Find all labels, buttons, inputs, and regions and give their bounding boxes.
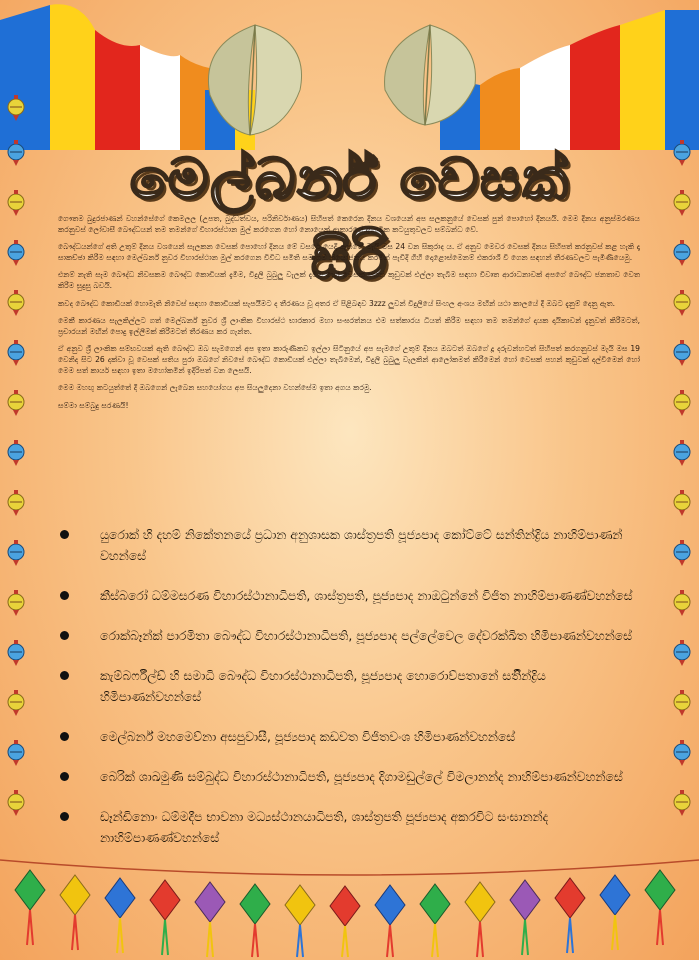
lantern-icon (672, 340, 692, 366)
signatory-list (54, 524, 644, 867)
lantern-icon (672, 640, 692, 666)
lantern-icon (555, 878, 585, 953)
lantern-icon (60, 875, 90, 950)
lantern-icon (672, 390, 692, 416)
lantern-icon (6, 140, 26, 166)
bullet-icon (60, 772, 69, 781)
lantern-icon (6, 790, 26, 816)
lantern-icon (672, 440, 692, 466)
closing-blessing: සම්මා සම්බුදු සරණයි! (58, 400, 129, 410)
lantern-icon (6, 190, 26, 216)
paragraph: මෙකී කාරණය සැලකිල්ලට ගත් මෙල්බර්න් නුවර ශ්‍රී ලාංකික විහාරස්ථ භාරකාර මහා සංඝරත්නය එම සත්කාරය ධියත් කිරීම සඳහා තම තමන්ගේ දායක දායිකාවන් දැනුවත් කිරීමටත්, ප්‍රචාරයන් මඟින් පොදු ඉල්ලීමක් කිරීමටත් තීරණය කර ගැන්ත. (58, 316, 640, 336)
paragraph: ඒ අනුව ශ්‍රී ලාංකික සම්භවයක් ඇති බෞද්ධ ඔබ සැමගෙන් අප ඉතා කාරුණිකව ඉල්ලා සිටිනුයේ අප සැමගේ උතුම් දිනය ඔබටත් ඔබගේ දූ දරුවන්හටත් සිහිපත් කරගනුවස් මැයි මස 19 වෙනිද සිට 26 දක්වා වූ වෙසක් සතිය පුරා ඔබගේ නිවසේ බෞද්ධ කොඩියක් එල්ලා තැබීමෙන්, විදුලි බුබුලු වැලකින් ආලෝකමත් කිරීමෙන් හෝ වෙසක් පහන් කුඩුවක් දල්වීමෙන් හෝ මෙම සත් කාර්ය සඳහා ඉතා මහෝකමින් ඉදිරිපත් වන ලෙසයි. (58, 344, 640, 375)
lantern-icon (15, 870, 45, 945)
list-item (54, 524, 644, 566)
lantern-icon (6, 590, 26, 616)
paragraph: බෞද්ධයන්ගේ අති උතුම් දිනය වශයෙන් සැලකන වෙසක් පොහෝ දිනය මේ වසරේ යෙදී ඇත්තේ මැයි මස 24 වන සිකුරාද ය. ඒ අනුව මෙවර වෙසක් දිනය සිහිපත් කරනුවස් කළ හැකි දෑ සාකච්ඡා කිරීම සඳහා මෙල්බර්න් නුවර විහාරස්ථාන මුල් කරගෙන විවිධ සමිති සමාගම් නියෝජනය කරමින් පැවිදි ගිහි දොළොස්මෙනම් එකරාශී වී ගෙන සඳහන් තීරණවලට පැමිණියෙමු. (58, 242, 640, 262)
lantern-icon (6, 290, 26, 316)
lantern-icon (6, 440, 26, 466)
lantern-icon (672, 290, 692, 316)
lantern-icon (6, 740, 26, 766)
lantern-icon (510, 880, 540, 955)
signatory-text: රොක්බෑන්ක් පාරමිතා බෞද්ධ විහාරස්ථානාධිපති, පූජ්‍යපාද පල්ලේවෙල දේවරක්ඛිත හිමිපාණන්වහන්සේ (100, 628, 632, 643)
signatory-text: බෙරික් ශාඛමුණි සම්බුද්ධ විහාරස්ථානාධිපති, පූජ්‍යපාද දිගාමඩුල්ලේ විමලානන්ද නාහිම්පාණන්වහන්සේ (100, 769, 623, 784)
list-item (54, 766, 644, 787)
paragraph: මෙම මහඟු කටයුත්තේ දී ඔබගෙන් ලැබෙන සහයෝගය අප සියලුදෙනා වහන්සේම ඉතා අගය කරමු. (58, 383, 372, 393)
lantern-icon (600, 875, 630, 950)
lantern-icon (672, 690, 692, 716)
bullet-icon (60, 591, 69, 600)
paragraph: ගෞතම බුදුරජාණන් වහන්සේගේ කෙමලල (උපත, බුද්ධත්වය, පරිනිර්වාණය) සිහිපත් කෙරෙන දිනය වශයෙන් අප සලකනුයේ වෙසක් පුන් පොහෝ දිනයයි. මෙම දිනය අනුස්මරණය කරනුවස් ලෝවාසී බෞද්ධයන් තම තමන්ගේ විහාරස්ථාන මුල් කරගෙන හෝ නොයෙක් ආකාරයේ ආගමික කටයුතුවලට සම්බන්ධ වේ. (58, 214, 640, 234)
lantern-icon (240, 884, 270, 957)
lantern-icon (672, 190, 692, 216)
bullet-icon (60, 732, 69, 741)
paragraph: එනම් නැති සෑම බෞද්ධ නිවසකම බෞද්ධ කොඩියක් දැමීම, විදුලි බුබුලු වැලක් දැමීම හෝ වෙසක් පහන් කුඩුවක් එල්ලා තැබීම සඳහා විවෘත ආරාධනාවක් අපගේ බෞද්ධ ජනතාව වෙත කිරීම සුදුසු බවයි. (58, 270, 640, 290)
list-item (54, 585, 644, 606)
bullet-icon (60, 530, 69, 539)
lantern-icon (6, 240, 26, 266)
signatory-text: යුරොක් හි දහම් නිකේතනයේ ප්‍රධාන අනුශාසක ශාස්ත්‍රපති පූජ්‍යපාද කෝට්ටේ සන්තින්ද්‍රිය නාහිම්පාණන් වහන්සේ (100, 527, 623, 563)
bottom-lantern-garland (0, 850, 699, 960)
bullet-icon (60, 631, 69, 640)
lantern-icon (6, 490, 26, 516)
lantern-icon (6, 640, 26, 666)
lantern-icon (150, 880, 180, 955)
list-item (54, 726, 644, 747)
lantern-icon (285, 885, 315, 957)
lantern-icon (330, 886, 360, 957)
lantern-icon (6, 390, 26, 416)
lantern-icon (645, 870, 675, 945)
list-item (54, 625, 644, 646)
lantern-icon (375, 885, 405, 957)
lantern-icon (195, 882, 225, 957)
signatory-text: මෙල්බර්න් මහමෙව්නා අසපුවාසී, පූජ්‍යපාද කඩවත විජිතවංශ හිමිපාණන්වහන්සේ (100, 729, 516, 744)
lantern-icon (672, 490, 692, 516)
lantern-icon (6, 690, 26, 716)
lantern-icon (6, 340, 26, 366)
lantern-icon (672, 540, 692, 566)
paragraph: කවද බෞද්ධ කොඩියක් හොමැති නිවෙස් සඳහා කොඩියක් සැපයීමට ද තීරණය වූ අතර ඒ පිළිබඳව 3zzz ලුවන් විදුලියේ සිංහල අංශය මඟින් යථා කාලයේ දී ඔබට දැනුම් දෙනු ඇත. (58, 298, 616, 308)
bodhi-leaves-right (370, 20, 490, 130)
page-title: මෙල්බර්න් වෙසක් සිරි (129, 147, 571, 292)
lantern-icon (672, 140, 692, 166)
lantern-icon (672, 790, 692, 816)
lantern-icon (6, 95, 26, 121)
signatory-text: ඩෑන්ඩිනොං ධම්මදීප භාවනා මධ්‍යස්ථානයාධිපති, ශාස්ත්‍රපති පූජ්‍යපාද අකරවිට සංඝානන්ද නාහිම්පාණණ්වහන්සේ (100, 809, 549, 845)
lantern-icon (672, 740, 692, 766)
signatory-text: කැම්බර්ෆීල්ඩ් හි සමාධි බෞද්ධ විහාරස්ථානාධිපති, පූජ්‍යපාද හොරොව්පතානේ සතිින්ද්‍රිය හිමිපාණන්වහන්සේ (100, 668, 546, 704)
lantern-icon (420, 884, 450, 957)
lantern-icon (6, 540, 26, 566)
signatory-text: කීස්බරෝ ධම්මසරණ විහාරස්ථානාධිපති, ශාස්ත්‍රපති, පූජ්‍යපාද නාඔටුන්නේ විජිත නාහිම්පාණණ්වහන්සේ (100, 588, 633, 603)
list-item (54, 665, 644, 707)
bodhi-leaves-left (190, 20, 320, 140)
lantern-icon (672, 590, 692, 616)
list-item (54, 806, 644, 848)
announcement-body (58, 214, 640, 418)
lantern-icon (672, 240, 692, 266)
lantern-icon (105, 878, 135, 953)
lantern-icon (465, 882, 495, 957)
bullet-icon (60, 812, 69, 821)
bullet-icon (60, 671, 69, 680)
